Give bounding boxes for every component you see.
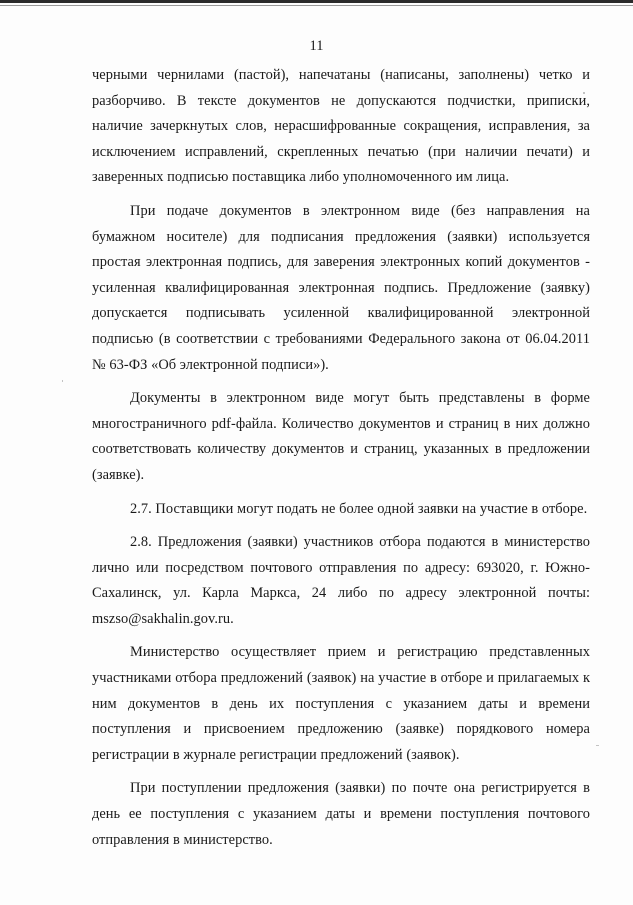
paragraph-registration: Министерство осуществляет прием и регистрацию представленных участниками отбора предложений (заявок) на участие в отборе и прилагаемых к ним документов в день их поступления с указанием даты и времени поступления и присвоением предложению (заявке) порядкового номера регистрации в журнале регистрации предложений (заявок). <box>92 644 590 763</box>
document-body <box>92 63 590 861</box>
paragraph-continued: черными чернилами (пастой), напечатаны (написаны, заполнены) четко и разборчиво. В тексте документов не допускаются подчистки, приписки, наличие зачеркнутых слов, нерасшифрованные сокращения, исправления, за исключением исправлений, скрепленных печатью (при наличии печати) и заверенных подписью поставщика либо уполномоченного им лица. <box>92 67 590 186</box>
scan-top-border <box>0 0 633 3</box>
page-number: 11 <box>309 38 324 54</box>
paragraph-pdf-format: Документы в электронном виде могут быть представлены в форме многостраничного pdf-файла. Количество документов и страниц в них должно соответствовать количеству документов и страниц, указанных в предложении (заявке). <box>92 390 590 483</box>
paragraph-clause-2-8: 2.8. Предложения (заявки) участников отбора подаются в министерство лично или посредством почтового отправления по адресу: 693020, г. Южно-Сахалинск, ул. Карла Маркса, 24 либо по адресу электронной почты: mszso@sakhalin.gov.ru. <box>92 534 590 627</box>
scan-speck <box>596 745 599 746</box>
scan-speck <box>62 380 63 382</box>
paragraph-postal-registration: При поступлении предложения (заявки) по почте она регистрируется в день ее поступления с указанием даты и времени поступления почтового отправления в министерство. <box>92 780 590 848</box>
scan-top-border-shadow <box>0 5 633 6</box>
paragraph-clause-2-7: 2.7. Поставщики могут подать не более одной заявки на участие в отборе. <box>130 500 588 517</box>
paragraph-electronic-submission: При подаче документов в электронном виде (без направления на бумажном носителе) для подписания предложения (заявки) используется простая электронная подпись, для заверения электронных копий документов - усиленная квалифицированная электронная подпись. Предложение (заявку) допускается подписывать усиленной квалифицированной электронной подписью (в соответствии с требованиями Федерального закона от 06.04.2011 № 63-ФЗ «Об электронной подписи»). <box>92 202 590 373</box>
scan-speck <box>583 92 585 94</box>
